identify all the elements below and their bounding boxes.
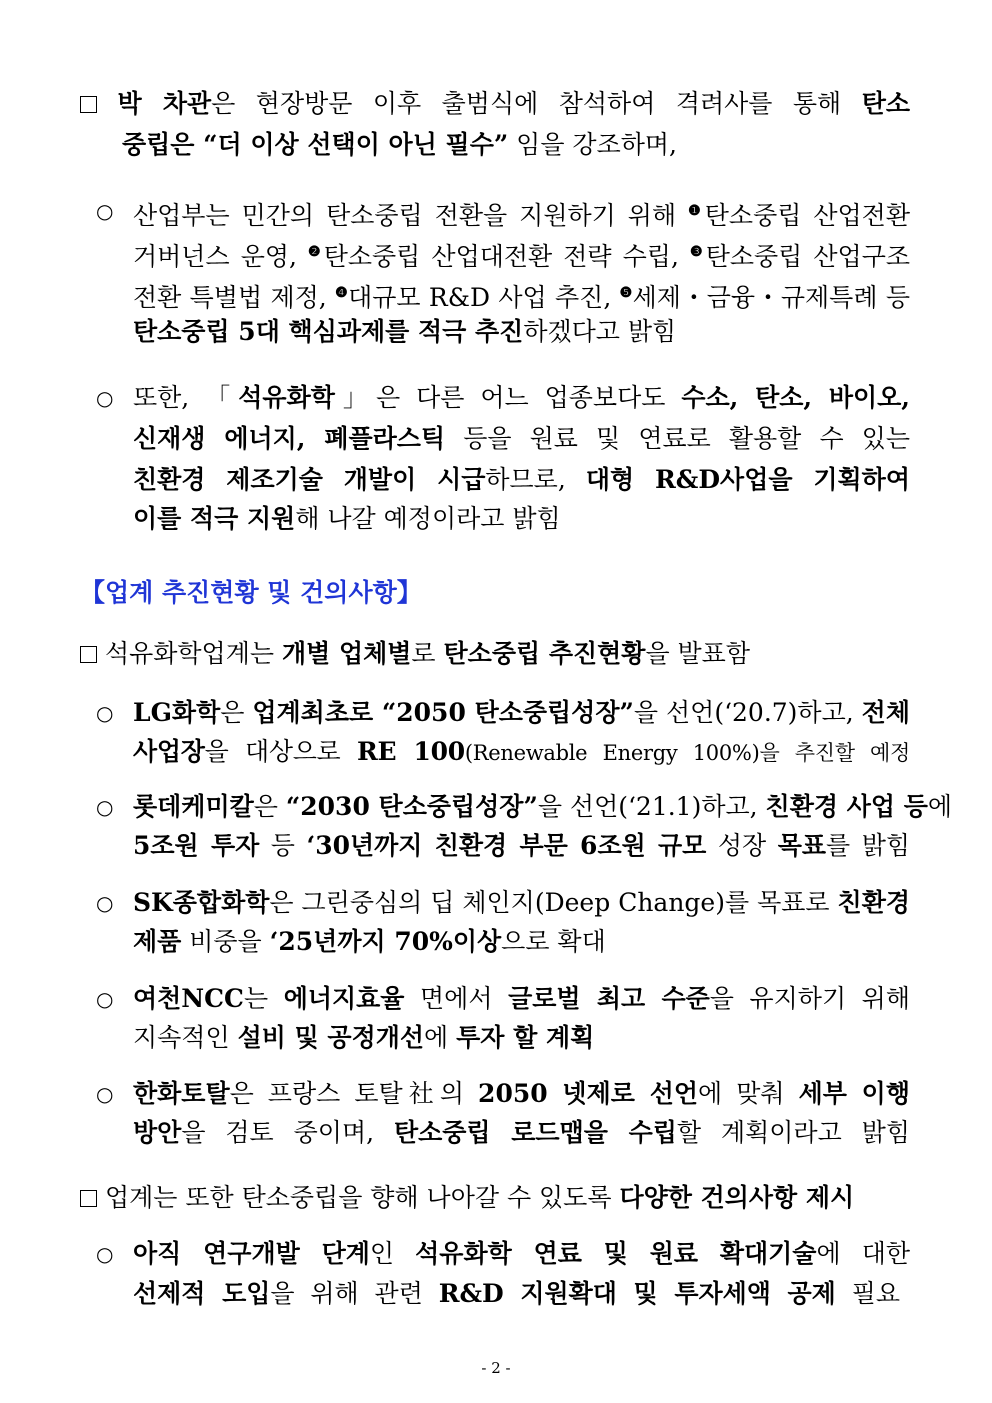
circle-bullet-icon: ○ (96, 1082, 114, 1106)
text-bold: ‘30년까지 친환경 부문 6조원 규모 (306, 831, 707, 860)
text: 을 유지하기 위해 (709, 984, 910, 1013)
square-bullet-icon (80, 646, 97, 663)
text-bold: 친환경 (837, 888, 910, 917)
circle-bullet-icon: ○ (96, 891, 114, 915)
text: 비중을 (181, 927, 270, 956)
text-bold: 투자 할 계획 (456, 1023, 595, 1052)
section-title: 【업계 추진현황 및 건의사항】 (80, 578, 422, 607)
text-bold: 석유화학 연료 및 원료 확대기술 (415, 1239, 817, 1268)
text-bold: 중립은 (122, 130, 204, 159)
text-bold: 2050 넷제로 선언 (478, 1079, 698, 1108)
text: 」은 다른 어느 업종보다도 (334, 383, 682, 412)
text: 할 계획이라고 밝힘 (676, 1118, 910, 1147)
text-bold: 대형 R&D사업을 기획하여 (585, 465, 910, 494)
text: 거버넌스 운영, (133, 242, 309, 271)
text-bold: 다양한 건의사항 제시 (619, 1183, 855, 1212)
text: (Renewable Energy 100%)을 추진할 예정 (464, 741, 910, 765)
text-bold: 석유화학 (238, 383, 335, 412)
text: 은 그린중심의 딥 체인지(Deep Change)를 목표로 (269, 888, 838, 917)
text: 은 (220, 698, 253, 727)
text: 성장 (706, 831, 778, 860)
circle-bullet-icon: ○ (96, 1242, 114, 1266)
text: 인 (369, 1239, 416, 1268)
text-bold: 탄소중립 추진현황 (443, 639, 646, 668)
text: 에 대한 (816, 1239, 911, 1268)
text-bold: 롯데케미칼 (133, 792, 254, 821)
text: 세제・금융・규제특례 등 (632, 283, 910, 312)
text-bold: 여천NCC (133, 984, 244, 1013)
text-bold: 박 차관 (117, 89, 212, 118)
text: 로 (411, 639, 444, 668)
text-bold: R&D 지원확대 및 투자세액 공제 (438, 1279, 836, 1308)
text: 면에서 (404, 984, 509, 1013)
text-bold: 탄소 (861, 89, 910, 118)
text: 탄소중립 산업대전환 전략 수립, (323, 242, 690, 271)
text: 을 위해 관련 (270, 1279, 439, 1308)
circle-bullet-icon: ○ (96, 987, 114, 1011)
text: 대규모 R&D 사업 추진, (348, 283, 620, 312)
text-bold: LG화학 (133, 698, 221, 727)
text-bold: 탄소중립 5대 핵심과제를 적극 추진 (133, 317, 524, 346)
text-bold: 신재생 에너지, 폐플라스틱 (133, 424, 446, 453)
text-bold: 목표 (777, 831, 827, 860)
circle-bullet-icon: ○ (96, 199, 114, 223)
text-bold: “2030 탄소중립성장” (285, 792, 538, 821)
text-bold: 방안 (133, 1118, 182, 1147)
number-1-icon: ❶ (688, 203, 705, 219)
number-3-icon: ❸ (690, 244, 706, 260)
text: 을 검토 중이며, (181, 1118, 394, 1147)
circle-bullet-icon: ○ (96, 701, 114, 725)
text: 지속적인 (133, 1023, 238, 1052)
square-bullet-icon (80, 96, 97, 113)
text: 는 (243, 984, 284, 1013)
text-bold: 선제적 도입 (133, 1279, 271, 1308)
text-bold: 친환경 제조기술 개발이 시급 (133, 465, 486, 494)
text: 을 대상으로 (204, 737, 357, 766)
text: 또한, 「 (133, 383, 239, 412)
text: 은 프랑스 토탈社의 (229, 1079, 479, 1108)
text: 전환 특별법 제정, (133, 283, 336, 312)
circle-bullet-icon: ○ (96, 795, 114, 819)
suggestion-paragraph (80, 1180, 854, 1216)
text: 하겠다고 밝힘 (523, 317, 677, 346)
text-bold: RE 100 (356, 737, 465, 766)
text-bold: 한화토탈 (133, 1079, 230, 1108)
text-bold: “더 이상 선택이 아닌 필수” (203, 130, 509, 159)
text-bold: 친환경 사업 등 (765, 792, 928, 821)
text: 탄소중립 산업전환 (704, 201, 910, 230)
text: 해 나갈 예정이라고 밝힘 (295, 504, 561, 533)
page-number: - 2 - (481, 1359, 511, 1377)
text-bold: 수소, 탄소, 바이오, (681, 383, 910, 412)
text-bold: 세부 이행 (798, 1079, 910, 1108)
text: 를 밝힘 (826, 831, 910, 860)
text-bold: 개별 업체별 (281, 639, 412, 668)
number-4-icon: ❹ (335, 285, 349, 301)
text-bold: 글로벌 최고 수준 (508, 984, 710, 1013)
text-bold: 이를 적극 지원 (133, 504, 296, 533)
text: 등을 원료 및 연료로 활용할 수 있는 (445, 424, 911, 453)
text-bold: 탄소중립 로드맵을 수립 (393, 1118, 677, 1147)
status-paragraph (80, 636, 750, 672)
circle-bullet-icon: ○ (96, 386, 114, 410)
text: 석유화학업계는 (104, 639, 282, 668)
text: 에 (424, 1023, 457, 1052)
number-2-icon: ❷ (308, 244, 324, 260)
text: 등 (259, 831, 307, 860)
text: 업계는 또한 탄소중립을 향해 나아갈 수 있도록 (104, 1183, 620, 1212)
text-bold: 업계최초로 “2050 탄소중립성장” (252, 698, 634, 727)
text: 에 (927, 792, 953, 821)
text: 필요 (835, 1279, 901, 1308)
text: 탄소중립 산업구조 (705, 242, 910, 271)
text: 하므로, (485, 465, 586, 494)
text-bold: 사업장 (133, 737, 205, 766)
square-bullet-icon (80, 1190, 97, 1207)
text: 을 선언(‘21.1)하고, (537, 792, 766, 821)
text-bold: 전체 (861, 698, 910, 727)
text: 을 선언(‘20.7)하고, (633, 698, 862, 727)
text: 을 발표함 (645, 639, 750, 668)
text: 은 (253, 792, 286, 821)
text-bold: ‘25년까지 70%이상 (269, 927, 502, 956)
text-bold: 설비 및 공정개선 (237, 1023, 425, 1052)
text-bold: 아직 연구개발 단계 (133, 1239, 370, 1268)
number-5-icon: ❺ (619, 285, 633, 301)
text-bold: 에너지효율 (283, 984, 405, 1013)
text: 산업부는 민간의 탄소중립 전환을 지원하기 위해 (133, 201, 689, 230)
text-bold: SK종합화학 (133, 888, 270, 917)
text: 임을 강조하며, (508, 130, 677, 159)
text-bold: 5조원 투자 (133, 831, 260, 860)
text: 으로 확대 (501, 927, 606, 956)
text: 에 맞춰 (698, 1079, 799, 1108)
text: 은 현장방문 이후 출범식에 참석하여 격려사를 통해 (211, 89, 862, 118)
text-bold: 제품 (133, 927, 182, 956)
